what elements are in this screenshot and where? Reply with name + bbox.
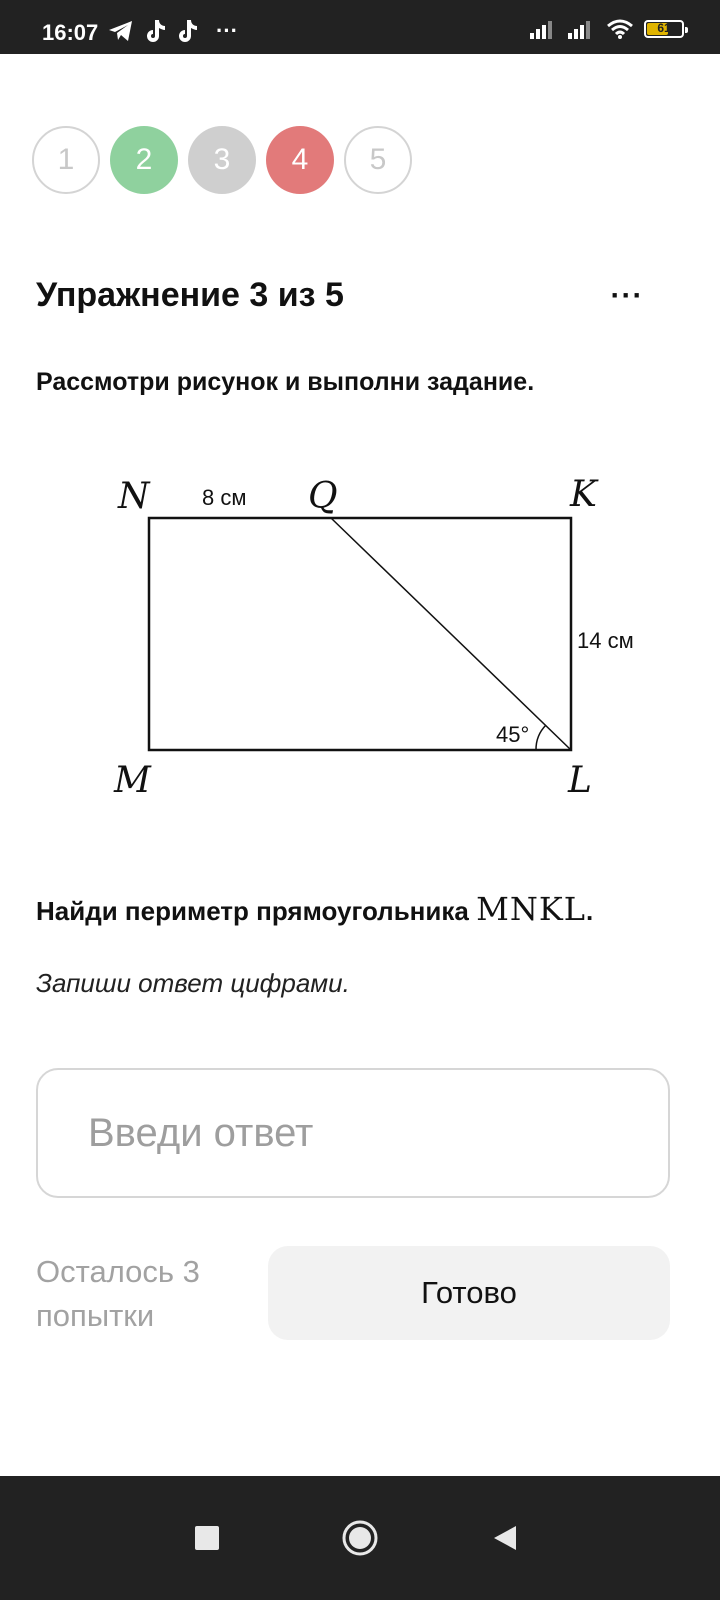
- progress-step-1[interactable]: 1: [32, 126, 100, 194]
- question-prompt: Найди периметр прямоугольника: [36, 896, 477, 926]
- vertex-m-label: M: [114, 760, 151, 801]
- notification-icons: [108, 18, 238, 44]
- rectangle-mnkl: [149, 518, 571, 750]
- task-instruction: Рассмотри рисунок и выполни задание.: [36, 368, 535, 396]
- system-icons: [530, 18, 684, 40]
- answer-hint: Запиши ответ цифрами.: [36, 968, 350, 998]
- progress-step-5[interactable]: 5: [344, 126, 412, 194]
- signal-icon: [568, 19, 596, 39]
- done-button[interactable]: Готово: [268, 1246, 670, 1340]
- tiktok-icon: [144, 19, 166, 43]
- home-button[interactable]: [320, 1476, 400, 1600]
- recent-apps-icon: [194, 1525, 220, 1551]
- battery-level: 61: [657, 21, 671, 35]
- attempts-remaining: Осталось 3 попытки: [36, 1254, 200, 1333]
- progress-step-3[interactable]: 3: [188, 126, 256, 194]
- tiktok-icon: [176, 19, 198, 43]
- signal-icon: [530, 19, 558, 39]
- status-time: 16:07: [42, 20, 99, 45]
- segment-kl-length: 14 см: [577, 628, 634, 653]
- vertex-q-label: Q: [308, 476, 338, 517]
- back-icon: [492, 1524, 518, 1552]
- progress-step-2[interactable]: 2: [110, 126, 178, 194]
- angle-label: 45°: [496, 722, 530, 747]
- recent-apps-button[interactable]: [167, 1476, 247, 1600]
- vertex-k-label: K: [570, 474, 597, 515]
- question-text: [36, 890, 593, 928]
- system-nav-bar: [0, 1476, 720, 1600]
- question-math: MNKL: [476, 890, 586, 928]
- segment-nq-length: 8 см: [202, 485, 247, 510]
- back-button[interactable]: [465, 1476, 545, 1600]
- battery-icon: [644, 20, 684, 38]
- question-end: .: [585, 896, 594, 926]
- telegram-icon: [108, 20, 134, 42]
- diagonal-ql: [331, 518, 571, 750]
- exercise-title: Упражнение 3 из 5: [36, 276, 344, 314]
- vertex-l-label: L: [568, 760, 592, 801]
- wifi-icon: [606, 18, 634, 40]
- more-notifications-indicator: ···: [216, 18, 238, 43]
- home-icon: [341, 1519, 379, 1557]
- angle-arc: [536, 725, 546, 750]
- exercise-progress: [32, 126, 412, 194]
- status-bar: [0, 0, 720, 54]
- progress-step-4[interactable]: 4: [266, 126, 334, 194]
- answer-input[interactable]: [36, 1068, 670, 1198]
- vertex-n-label: N: [118, 476, 150, 517]
- more-options-button[interactable]: ···: [610, 279, 644, 312]
- rectangle-figure: [0, 440, 720, 840]
